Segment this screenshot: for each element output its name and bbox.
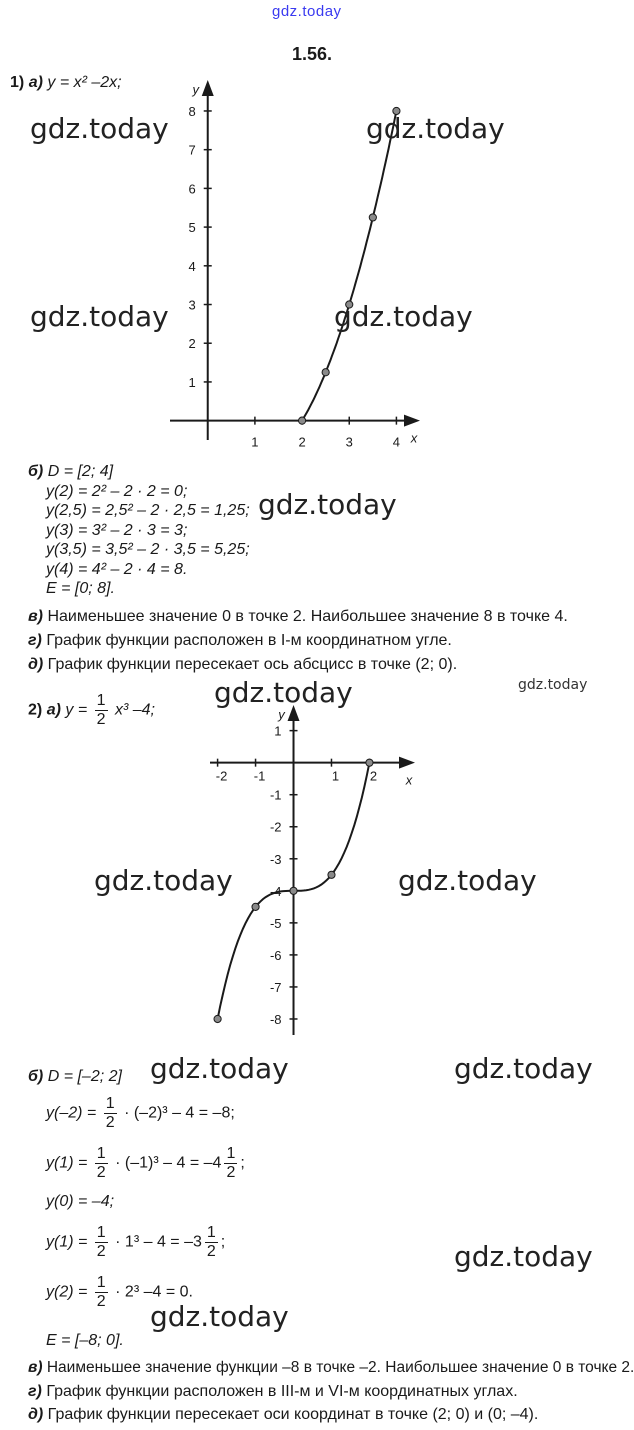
calc-3-res-den: 2 xyxy=(206,1243,216,1260)
calc-4-lhs: y(2) = xyxy=(46,1283,88,1301)
calc-row-2: y(0) = –4; xyxy=(46,1193,115,1210)
part1-b-line-6: E = [0; 8]. xyxy=(46,580,115,597)
y-tick-label: -8 xyxy=(269,1011,282,1027)
watermark: gdz.today xyxy=(150,1052,289,1085)
x-tick-label: -2 xyxy=(215,768,228,784)
watermark: gdz.today xyxy=(30,112,169,145)
data-point xyxy=(366,759,373,766)
y-tick-label: 6 xyxy=(188,181,196,197)
data-point xyxy=(290,887,297,894)
calc-4-num: 1 xyxy=(96,1274,106,1291)
part2-b-domain-line xyxy=(28,1068,122,1086)
y-tick-label: -5 xyxy=(269,915,282,931)
data-point xyxy=(369,214,376,221)
part1-a-formula: y = x² –2x; xyxy=(47,74,122,91)
part1-b-line-3: y(3) = 3² – 2 · 3 = 3; xyxy=(46,521,188,539)
data-point xyxy=(252,903,259,910)
problem-number: 1.56. xyxy=(292,44,333,64)
part1-g-text: График функции расположен в I-м координатном угле. xyxy=(46,632,452,649)
calc-1-frac xyxy=(95,1145,108,1182)
calc-4-den: 2 xyxy=(96,1293,106,1310)
y-tick-label: 4 xyxy=(188,258,196,274)
watermark: gdz.today xyxy=(150,1300,289,1333)
data-point xyxy=(328,871,335,878)
part2-d-label: д) xyxy=(28,1406,44,1423)
part1-b-line-2: y(2,5) = 2,5² – 2 · 2,5 = 1,25; xyxy=(46,502,250,519)
part1-b-line-4: y(3,5) = 3,5² – 2 · 3,5 = 5,25; xyxy=(46,541,250,558)
part2-g xyxy=(28,1383,518,1401)
part1-v-label: в) xyxy=(28,608,43,625)
watermark: gdz.today xyxy=(518,677,588,693)
part1-v xyxy=(28,608,568,626)
x-tick-label: 4 xyxy=(392,434,401,450)
part2-g-label: г) xyxy=(28,1383,42,1400)
part1-number: 1) xyxy=(10,74,25,91)
y-tick-label: -1 xyxy=(269,787,282,803)
part1-b-line-5: y(4) = 4² – 2 · 4 = 8. xyxy=(46,560,188,578)
calc-4-frac xyxy=(95,1274,108,1311)
calc-0-rhs: · (–2)³ – 4 = –8; xyxy=(124,1104,235,1122)
y-tick-label: 2 xyxy=(188,336,196,352)
y-axis-label: y xyxy=(278,707,285,722)
calc-3-num: 1 xyxy=(96,1224,106,1241)
calc-row-3 xyxy=(46,1224,225,1261)
calc-3-res-frac xyxy=(205,1224,218,1261)
calc-3-frac xyxy=(95,1224,108,1261)
part2-a-frac-num: 1 xyxy=(96,692,106,709)
part2-v-label: в) xyxy=(28,1359,43,1376)
calc-row-1 xyxy=(46,1145,245,1182)
watermark: gdz.today xyxy=(398,864,537,897)
calc-row-0 xyxy=(46,1095,235,1132)
data-point xyxy=(298,417,305,424)
calc-1-lhs: y(1) = xyxy=(46,1154,88,1172)
calc-3-res-num: 1 xyxy=(206,1224,216,1241)
part2-b-domain: D = [–2; 2] xyxy=(47,1068,122,1085)
y-tick-label: 8 xyxy=(188,103,196,119)
part2-heading xyxy=(28,692,155,729)
y-tick-label: 5 xyxy=(188,220,196,236)
y-axis-arrow xyxy=(202,80,214,96)
calc-1-rhs: · (–1)³ – 4 = –4 xyxy=(115,1154,222,1172)
y-tick-label: 3 xyxy=(188,297,196,313)
watermark: gdz.today xyxy=(30,300,169,333)
part1-b-block xyxy=(28,462,250,599)
part1-v-text: Наименьшее значение 0 в точке 2. Наибольшее значение 8 в точке 4. xyxy=(47,608,568,625)
watermark: gdz.today xyxy=(94,864,233,897)
part2-a-suffix: x³ –4; xyxy=(114,701,155,719)
part1-d-label: д) xyxy=(28,656,44,673)
y-tick-label: -4 xyxy=(269,883,282,899)
calc-0-lhs: y(–2) = xyxy=(46,1104,97,1122)
y-tick-label: -3 xyxy=(269,851,282,867)
calc-1-res-num: 1 xyxy=(226,1145,236,1162)
y-tick-label: -6 xyxy=(269,947,282,963)
part2-a-frac-den: 2 xyxy=(96,711,106,728)
calc-1-den: 2 xyxy=(96,1164,106,1181)
part1-d xyxy=(28,656,457,674)
calc-0-den: 2 xyxy=(105,1114,115,1131)
chart-2 xyxy=(210,705,430,1045)
part2-number: 2) xyxy=(28,701,43,719)
x-tick-label: 3 xyxy=(345,434,353,450)
part2-d-text: График функции пересекает оси координат в точке (2; 0) и (0; –4). xyxy=(47,1406,539,1423)
calc-1-tail: ; xyxy=(240,1154,245,1172)
x-tick-label: 1 xyxy=(251,434,259,450)
calc-3-lhs: y(1) = xyxy=(46,1233,88,1251)
part2-v xyxy=(28,1359,634,1377)
part2-a-label: а) xyxy=(46,701,61,719)
part1-g-label: г) xyxy=(28,632,42,649)
x-axis-arrow xyxy=(399,757,415,769)
calc-1-num: 1 xyxy=(96,1145,106,1162)
part1-b-line-1: y(2) = 2² – 2 · 2 = 0; xyxy=(46,482,188,500)
part2-v-text: Наименьшее значение функции –8 в точке –2. Наибольшее значение 0 в точке 2. xyxy=(46,1359,634,1376)
calc-3-tail: ; xyxy=(220,1233,226,1251)
watermark-top: gdz.today xyxy=(272,3,342,20)
calc-1-res-frac xyxy=(224,1145,237,1182)
watermark: gdz.today xyxy=(454,1240,593,1273)
watermark: gdz.today xyxy=(366,112,505,145)
x-tick-label: 1 xyxy=(331,768,340,784)
watermark: gdz.today xyxy=(454,1052,593,1085)
part2-g-text: График функции расположен в III-м и VI-м координатных углах. xyxy=(46,1383,518,1400)
part2-a-prefix: y = xyxy=(65,701,88,719)
x-axis-label: x xyxy=(405,772,413,788)
part2-a-fraction xyxy=(95,692,108,729)
part1-d-text: График функции пересекает ось абсцисс в точке (2; 0). xyxy=(47,656,458,673)
part1-heading xyxy=(10,74,122,92)
x-tick-label: 2 xyxy=(298,434,306,450)
part2-d xyxy=(28,1406,538,1424)
part2-range: E = [–8; 0]. xyxy=(46,1332,124,1349)
y-axis-label: y xyxy=(192,82,199,97)
part2-b-label: б) xyxy=(28,1068,44,1085)
calc-0-num: 1 xyxy=(105,1095,115,1112)
calc-3-rhs: · 1³ – 4 = –3 xyxy=(115,1233,202,1251)
part1-b-label: б) xyxy=(28,463,44,480)
watermark: gdz.today xyxy=(214,676,353,709)
calc-0-frac xyxy=(104,1095,117,1132)
function-curve xyxy=(302,111,396,421)
calc-3-den: 2 xyxy=(96,1243,106,1260)
y-tick-label: 1 xyxy=(274,723,282,739)
y-tick-label: 1 xyxy=(188,374,196,390)
x-axis-arrow xyxy=(404,415,420,427)
x-tick-label: 2 xyxy=(369,768,378,784)
watermark: gdz.today xyxy=(258,488,397,521)
x-axis-label: x xyxy=(410,430,418,446)
calc-1-res-den: 2 xyxy=(226,1164,236,1181)
data-point xyxy=(214,1015,221,1022)
y-tick-label: -2 xyxy=(269,819,282,835)
part1-g xyxy=(28,632,452,650)
calc-4-rhs: · 2³ –4 = 0. xyxy=(115,1283,193,1301)
y-tick-label: 7 xyxy=(188,142,196,158)
part1-a-label: а) xyxy=(28,74,43,91)
x-tick-label: -1 xyxy=(253,768,266,784)
y-tick-label: -7 xyxy=(269,979,282,995)
part1-b-line-0: D = [2; 4] xyxy=(47,463,114,480)
data-point xyxy=(322,369,329,376)
watermark: gdz.today xyxy=(334,300,473,333)
